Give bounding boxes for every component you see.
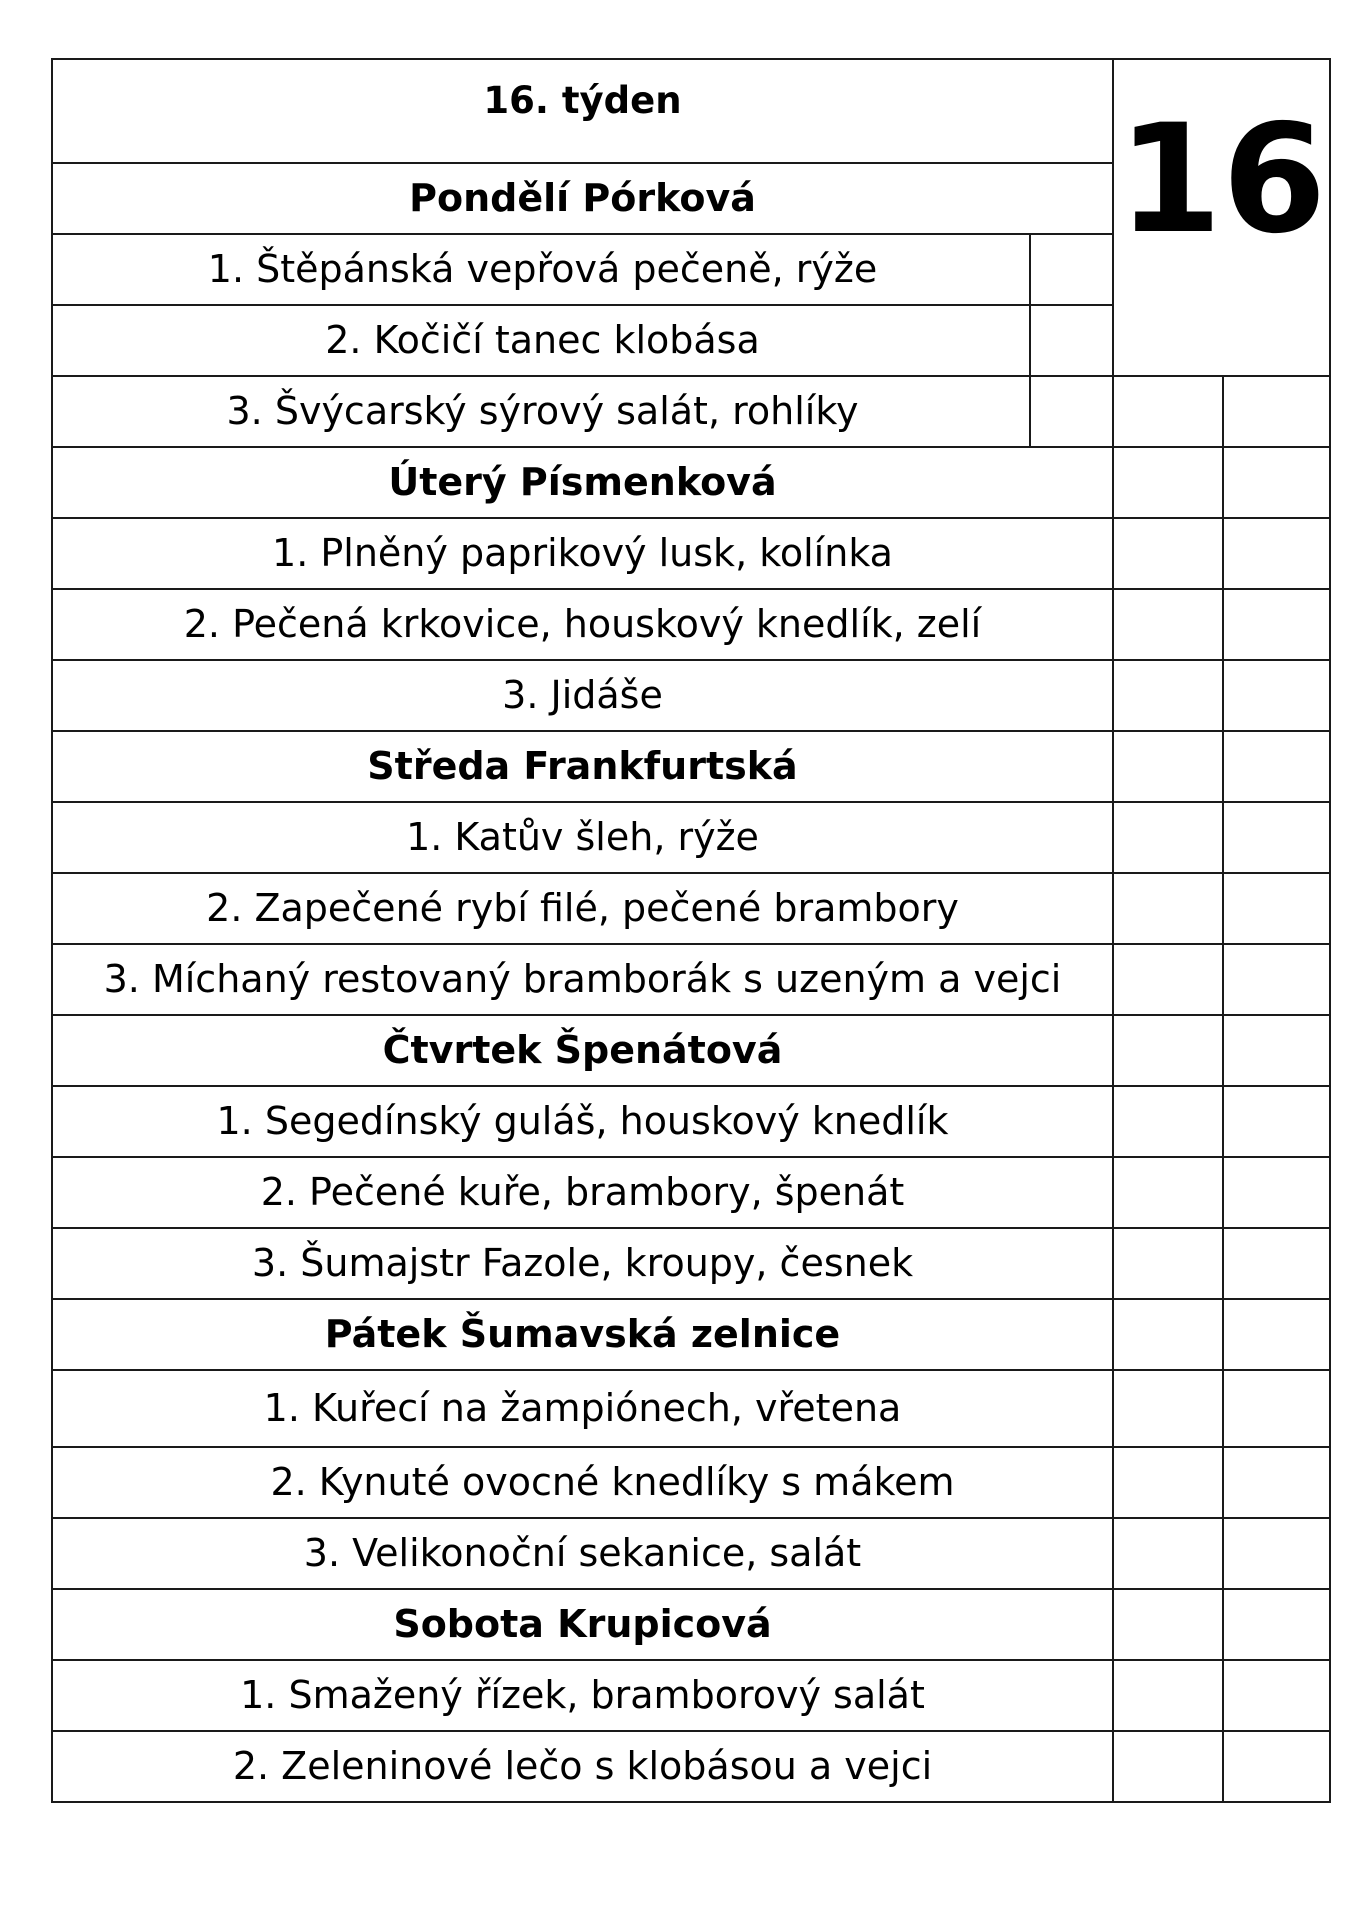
- meal-item: 1. Plněný paprikový lusk, kolínka: [272, 530, 893, 575]
- day-heading: Úterý Písmenková: [388, 459, 777, 504]
- day-heading: Pátek Šumavská zelnice: [324, 1311, 841, 1356]
- day-heading: Sobota Krupicová: [393, 1601, 772, 1646]
- day-heading: Středa Frankfurtská: [367, 743, 798, 788]
- meal-item: 1. Kuřecí na žampiónech, vřetena: [263, 1385, 902, 1430]
- column-divider: [1112, 58, 1114, 1803]
- day-heading: Čtvrtek Špenátová: [382, 1027, 783, 1072]
- meal-item: 3. Švýcarský sýrový salát, rohlíky: [226, 388, 859, 433]
- week-title: 16. týden: [483, 78, 682, 122]
- table-border: [1329, 58, 1331, 1803]
- meal-item: 1. Štěpánská vepřová pečeně, rýže: [207, 246, 878, 291]
- meal-item: 2. Kynuté ovocné knedlíky s mákem: [270, 1459, 955, 1504]
- meal-item: 2. Pečené kuře, brambory, špenát: [260, 1169, 905, 1214]
- meal-item: 3. Velikonoční sekanice, salát: [303, 1530, 862, 1575]
- meal-item: 2. Kočičí tanec klobása: [325, 317, 760, 362]
- meal-item: 2. Zapečené rybí filé, pečené brambory: [206, 885, 959, 930]
- meal-item: 3. Míchaný restovaný bramborák s uzeným a vejci: [103, 956, 1062, 1001]
- week-number: 16: [1117, 93, 1327, 267]
- meal-item: 2. Pečená krkovice, houskový knedlík, zelí: [183, 601, 982, 646]
- meal-item: 3. Jidáše: [502, 672, 663, 717]
- meal-item: 1. Smažený řízek, bramborový salát: [240, 1672, 925, 1717]
- table-border: [51, 1801, 1331, 1803]
- meal-item: 1. Segedínský guláš, houskový knedlík: [216, 1098, 949, 1143]
- row-divider: [1112, 375, 1331, 377]
- meal-item: 1. Katův šleh, rýže: [406, 814, 759, 859]
- meal-item: 2. Zeleninové lečo s klobásou a vejci: [232, 1743, 933, 1788]
- day-heading: Pondělí Pórková: [409, 175, 756, 220]
- meal-item: 3. Šumajstr Fazole, kroupy, česnek: [251, 1240, 914, 1285]
